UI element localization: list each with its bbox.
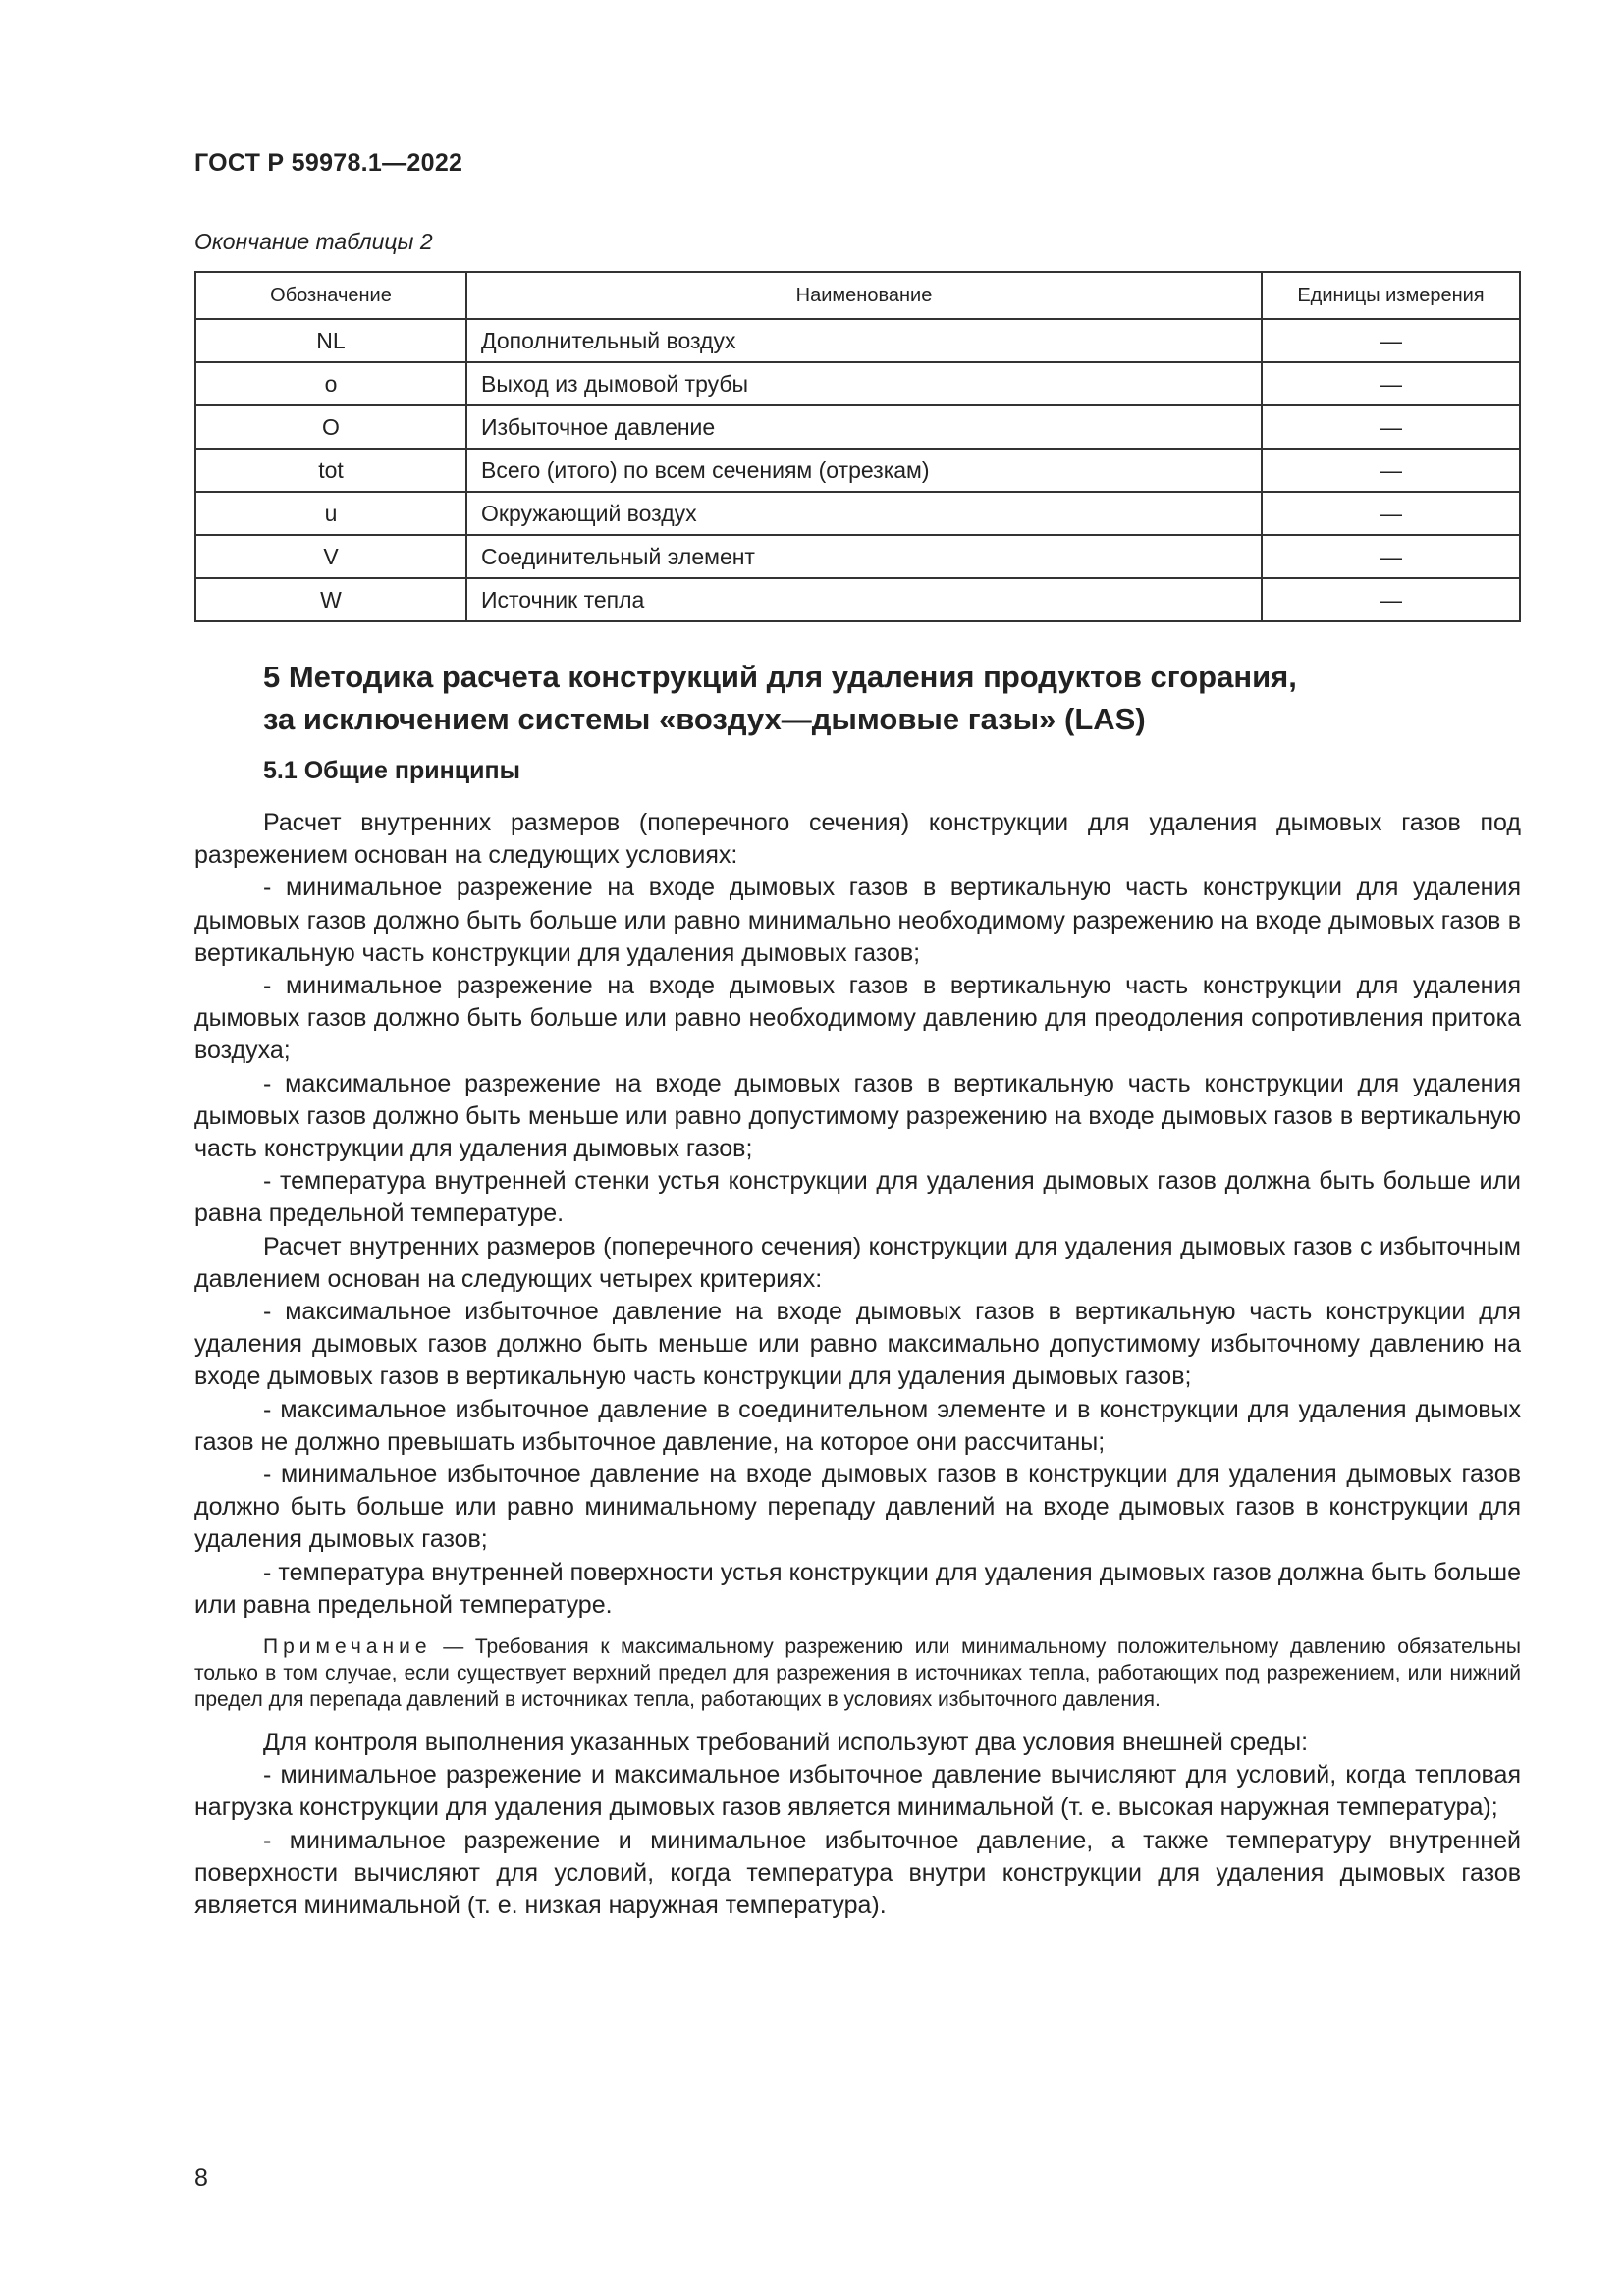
table-row [195, 449, 1520, 492]
name-cell: Избыточное давление [466, 405, 1262, 449]
list-item: - температура внутренней поверхности устья конструкции для удаления дымовых газов должна быть больше или равна предельной температуре. [194, 1558, 1521, 1619]
units-cell: — [1262, 405, 1520, 449]
units-cell: — [1262, 492, 1520, 535]
section-title-line: 5 Методика расчета конструкций для удаления продуктов сгорания, [263, 660, 1297, 694]
list-item: - минимальное разрежение на входе дымовых газов в вертикальную часть конструкции для удаления дымовых газов должно быть больше или равно необходимому давлению для преодоления сопротивления притока воздуха; [194, 972, 1521, 1065]
symbol-cell: O [195, 405, 466, 449]
table-row [195, 535, 1520, 578]
paragraph: Расчет внутренних размеров (поперечного сечения) конструкции для удаления дымовых газов под разрежением основан на следующих условиях: [194, 809, 1521, 870]
page-number: 8 [194, 2164, 208, 2192]
table-row [195, 492, 1520, 535]
name-cell: Соединительный элемент [466, 535, 1262, 578]
list-item: - минимальное разрежение на входе дымовых газов в вертикальную часть конструкции для удаления дымовых газов должно быть больше или равно минимально необходимому разрежению на входе дымовых газов в вертикальную часть конструкции для удаления дымовых газов; [194, 874, 1521, 967]
list-item: - минимальное избыточное давление на входе дымовых газов в конструкции для удаления дымовых газов должно быть больше или равно минимальному перепаду давлений на входе дымовых газов в конструкции для удаления дымовых газов; [194, 1461, 1521, 1554]
symbol-cell: tot [195, 449, 466, 492]
list-item: - максимальное избыточное давление на входе дымовых газов в вертикальную часть конструкции для удаления дымовых газов должно быть меньше или равно максимально допустимому избыточному давлению на входе дымовых газов в вертикальную часть конструкции для удаления дымовых газов; [194, 1298, 1521, 1391]
name-cell: Окружающий воздух [466, 492, 1262, 535]
paragraph: Для контроля выполнения указанных требований используют два условия внешней среды: [263, 1729, 1309, 1757]
table-header-row [195, 272, 1520, 319]
note [194, 1633, 1521, 1713]
name-cell: Выход из дымовой трубы [466, 362, 1262, 405]
column-header-symbol: Обозначение [195, 272, 466, 319]
note-text: — Требования к максимальному разрежению или минимальному положительному давлению обязательны только в том случае, если существует верхний предел для разрежения в источниках тепла, работающих под разрежением, или нижний предел для перепада давлений в источниках тепла, работающих в условиях избыточного давления. [194, 1635, 1521, 1712]
table-row [195, 405, 1520, 449]
note-label: Примечание [263, 1635, 432, 1659]
symbol-cell: V [195, 535, 466, 578]
symbol-cell: W [195, 578, 466, 621]
table-continuation-caption: Окончание таблицы 2 [194, 229, 433, 254]
units-cell: — [1262, 578, 1520, 621]
units-cell: — [1262, 449, 1520, 492]
symbol-cell: o [195, 362, 466, 405]
name-cell: Дополнительный воздух [466, 319, 1262, 362]
column-header-units: Единицы измерения [1262, 272, 1520, 319]
units-cell: — [1262, 362, 1520, 405]
table-row [195, 362, 1520, 405]
table-row [195, 319, 1520, 362]
list-item: - минимальное разрежение и минимальное избыточное давление, а также температуру внутренней поверхности вычисляют для условий, когда температура внутри конструкции для удаления дымовых газов является минимальной (т. е. низкая наружная температура). [194, 1826, 1521, 1920]
document-code-header: ГОСТ Р 59978.1—2022 [194, 149, 463, 177]
symbols-table [194, 271, 1521, 622]
body-text [194, 807, 1521, 1922]
units-cell: — [1262, 319, 1520, 362]
subsection-title: 5.1 Общие принципы [263, 757, 520, 784]
list-item: - температура внутренней стенки устья конструкции для удаления дымовых газов должна быть больше или равна предельной температуре. [194, 1167, 1521, 1228]
units-cell: — [1262, 535, 1520, 578]
column-header-name: Наименование [466, 272, 1262, 319]
section-title-line: за исключением системы «воздух—дымовые газы» (LAS) [263, 702, 1146, 736]
table-row [195, 578, 1520, 621]
list-item: - максимальное избыточное давление в соединительном элементе и в конструкции для удаления дымовых газов не должно превышать избыточное давление, на которое они рассчитаны; [194, 1395, 1521, 1456]
list-item: - минимальное разрежение и максимальное избыточное давление вычисляют для условий, когда тепловая нагрузка конструкции для удаления дымовых газов является минимальной (т. е. высокая наружная температура); [194, 1761, 1521, 1822]
symbol-cell: u [195, 492, 466, 535]
paragraph: Расчет внутренних размеров (поперечного сечения) конструкции для удаления дымовых газов с избыточным давлением основан на следующих четырех критериях: [194, 1232, 1521, 1293]
name-cell: Всего (итого) по всем сечениям (отрезкам) [466, 449, 1262, 492]
symbol-cell: NL [195, 319, 466, 362]
list-item: - максимальное разрежение на входе дымовых газов в вертикальную часть конструкции для удаления дымовых газов должно быть меньше или равно допустимому разрежению на входе дымовых газов в вертикальную часть конструкции для удаления дымовых газов; [194, 1069, 1521, 1163]
section-title [263, 656, 1490, 740]
name-cell: Источник тепла [466, 578, 1262, 621]
